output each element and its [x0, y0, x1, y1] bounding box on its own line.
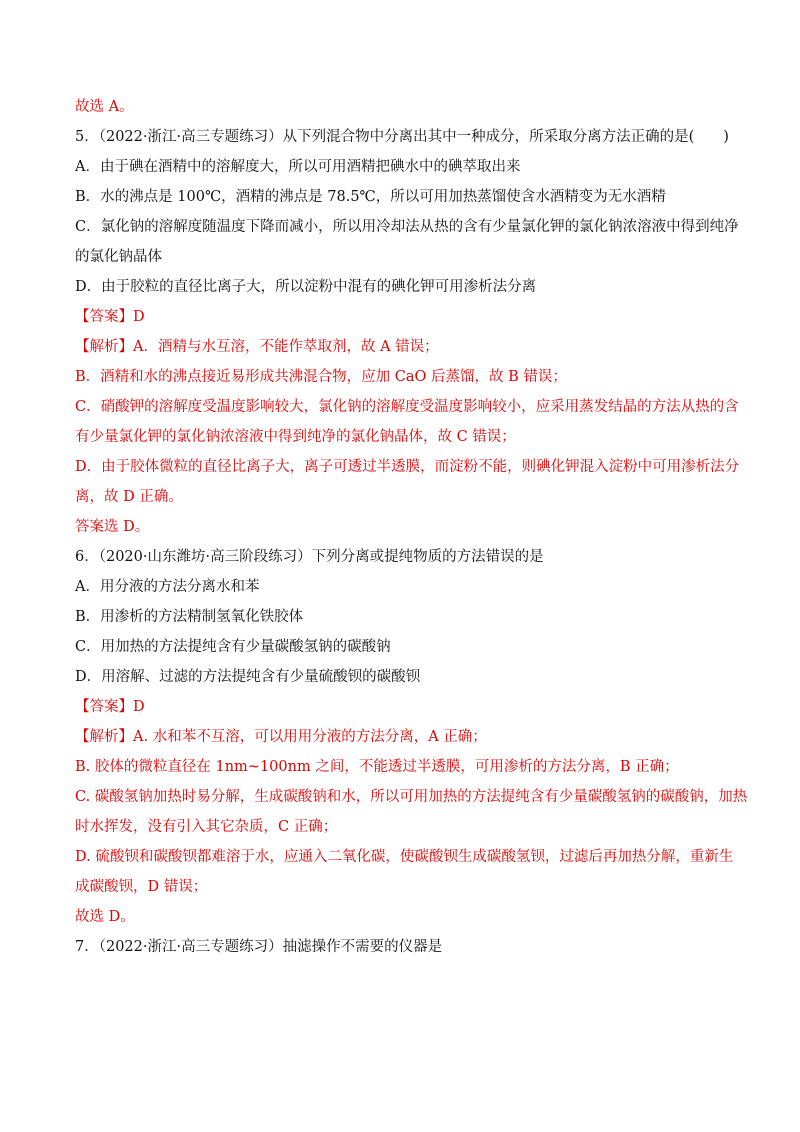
- question-6-option-c: C．用加热的方法提纯含有少量碳酸氢钠的碳酸钠: [75, 639, 391, 655]
- analysis-line: 【解析】A．酒精与水互溶，不能作萃取剂，故 A 错误；: [75, 339, 439, 355]
- question-5-stem: 5．（2022·浙江·高三专题练习）从下列混合物中分离出其中一种成分，所采取分离方法正确的是( ): [75, 129, 729, 145]
- analysis-line: 【解析】A. 水和苯不互溶，可以用用分液的方法分离，A 正确；: [75, 729, 487, 745]
- answer-conclusion: 故选 D。: [75, 909, 135, 925]
- answer-conclusion: 答案选 D。: [75, 519, 150, 535]
- question-6-option-d: D．用溶解、过滤的方法提纯含有少量硫酸钡的碳酸钡: [75, 669, 421, 685]
- question-5-option-d: D．由于胶粒的直径比离子大，所以淀粉中混有的碘化钾可用渗析法分离: [75, 279, 537, 295]
- question-5-option-a: A．由于碘在酒精中的溶解度大，所以可用酒精把碘水中的碘萃取出来: [75, 159, 521, 175]
- answer-label: 【答案】D: [75, 309, 145, 325]
- question-6-option-a: A．用分液的方法分离水和苯: [75, 579, 260, 595]
- question-6-option-b: B．用渗析的方法精制氢氧化铁胶体: [75, 609, 304, 625]
- analysis-line: B．酒精和水的沸点接近易形成共沸混合物，应加 CaO 后蒸馏，故 B 错误；: [75, 369, 567, 385]
- analysis-line: C. 碳酸氢钠加热时易分解，生成碳酸钠和水，所以可用加热的方法提纯含有少量碳酸氢钠的碳酸钠，加热: [75, 789, 748, 805]
- analysis-line: B. 胶体的微粒直径在 1nm~100nm 之间，不能透过半透膜，可用渗析的方法分离，B 正确；: [75, 759, 679, 775]
- question-7-stem: 7．（2022·浙江·高三专题练习）抽滤操作不需要的仪器是: [75, 939, 443, 955]
- question-6-stem: 6．（2020·山东潍坊·高三阶段练习）下列分离或提纯物质的方法错误的是: [75, 549, 544, 565]
- analysis-line: D. 硫酸钡和碳酸钡都难溶于水，应通入二氧化碳，使碳酸钡生成碳酸氢钡，过滤后再加热分解，重新生: [75, 849, 734, 865]
- analysis-line: 有少量氯化钾的氯化钠浓溶液中得到纯净的氯化钠晶体，故 C 错误；: [75, 429, 516, 445]
- analysis-line: D．由于胶体微粒的直径比离子大，离子可透过半透膜，而淀粉不能，则碘化钾混入淀粉中可用渗析法分: [75, 459, 740, 475]
- question-5-option-c-cont: 的氯化钠晶体: [75, 249, 162, 265]
- question-5-option-c: C．氯化钠的溶解度随温度下降而减小，所以用冷却法从热的含有少量氯化钾的氯化钠浓溶液中得到纯净: [75, 219, 739, 235]
- answer-label: 【答案】D: [75, 699, 145, 715]
- question-5-option-b: B．水的沸点是 100℃，酒精的沸点是 78.5℃，所以可用加热蒸馏使含水酒精变为无水酒精: [75, 189, 666, 205]
- analysis-line: 时水挥发，没有引入其它杂质，C 正确；: [75, 819, 338, 835]
- analysis-line: 离，故 D 正确。: [75, 489, 183, 505]
- text-line: 故选 A。: [75, 99, 134, 115]
- analysis-line: C．硝酸钾的溶解度受温度影响较大，氯化钠的溶解度受温度影响较小，应采用蒸发结晶的方法从热的含: [75, 399, 739, 415]
- analysis-line: 成碳酸钡，D 错误；: [75, 879, 208, 895]
